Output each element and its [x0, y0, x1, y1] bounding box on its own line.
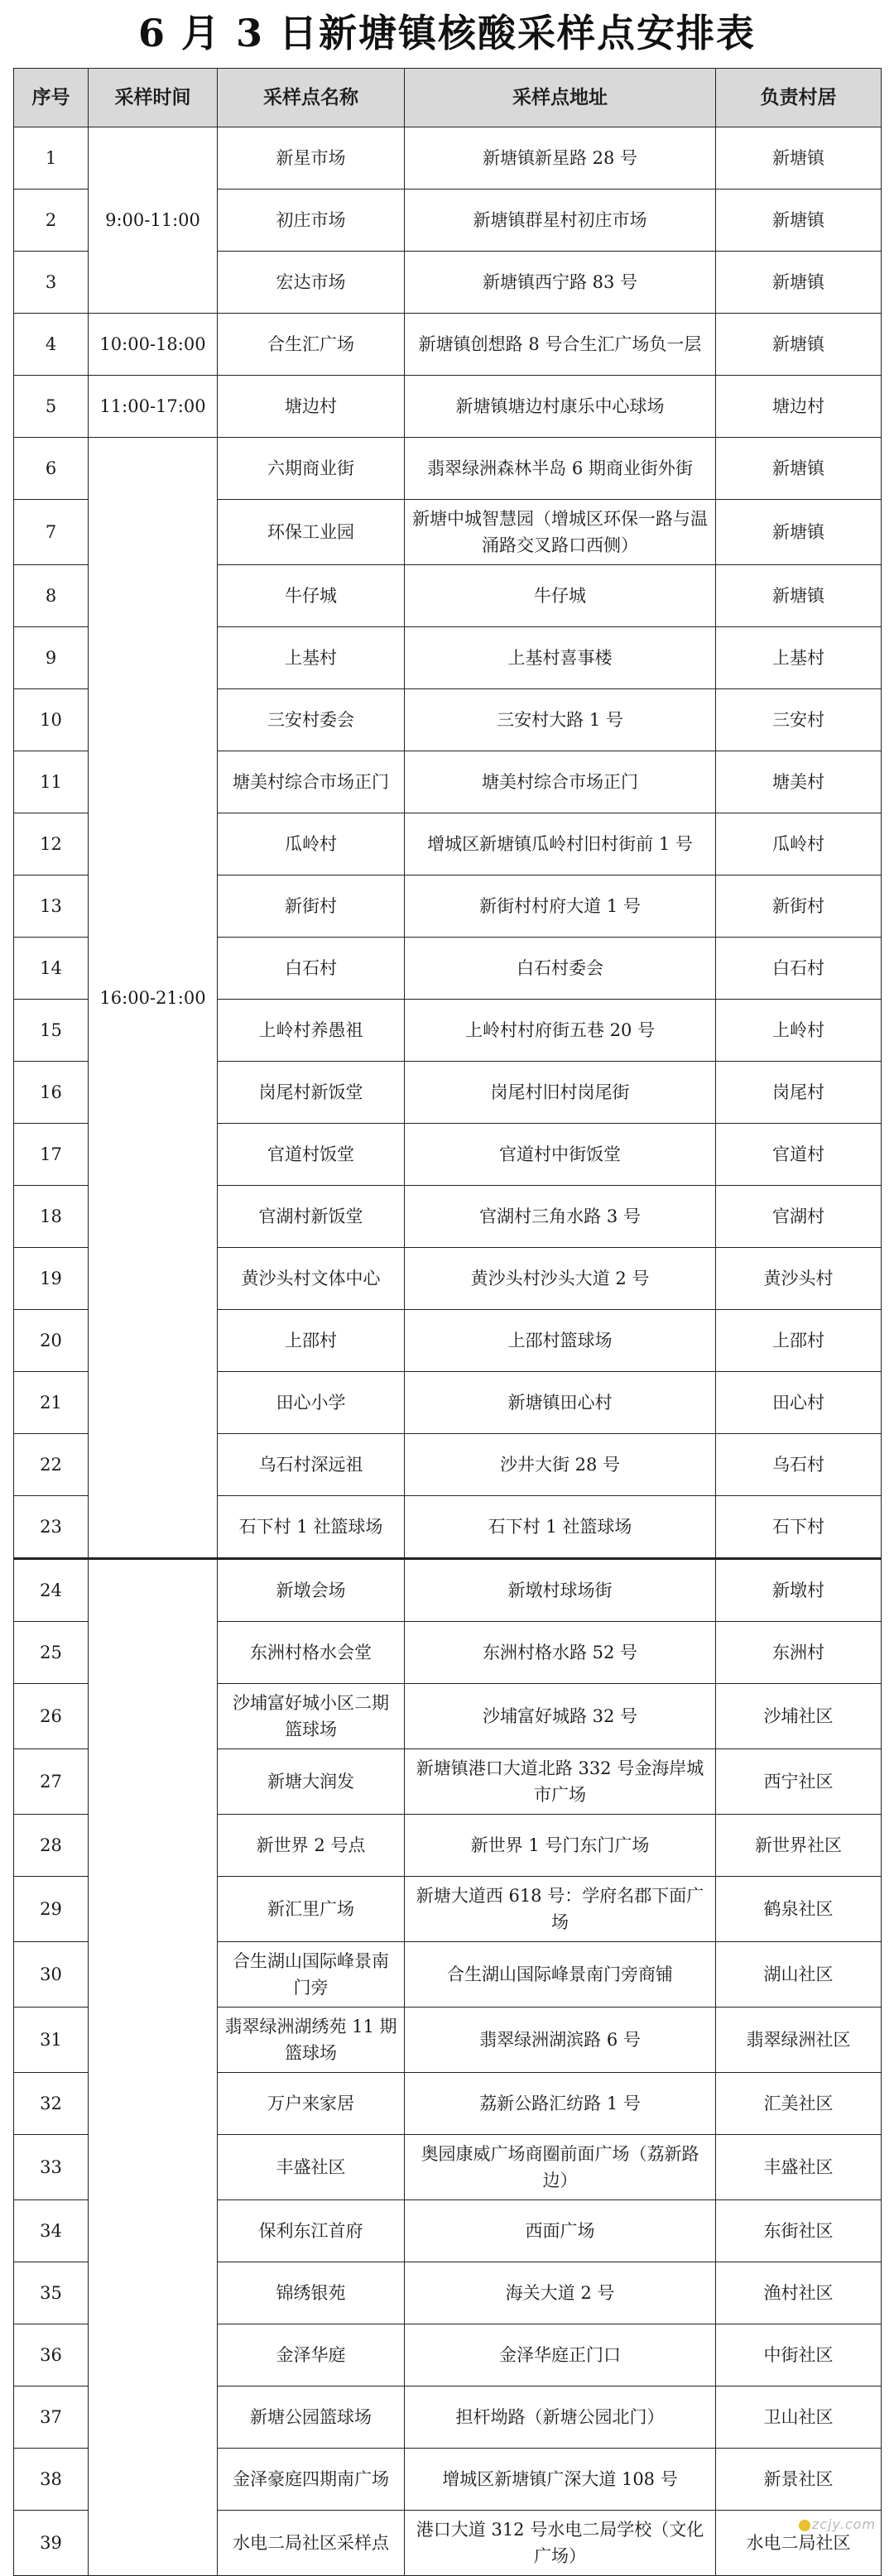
responsible-village: 新塘镇	[716, 127, 882, 189]
site-address: 塘美村综合市场正门	[405, 751, 716, 813]
header-village: 负责村居	[716, 69, 882, 127]
responsible-village: 鹤泉社区	[716, 1877, 882, 1942]
schedule-table	[13, 68, 882, 2576]
site-address: 官湖村三角水路 3 号	[405, 1186, 716, 1248]
site-name: 金泽豪庭四期南广场	[218, 2449, 405, 2511]
row-no: 6	[14, 438, 89, 500]
site-address: 岗尾村旧村岗尾街	[405, 1062, 716, 1124]
responsible-village: 卫山社区	[716, 2387, 882, 2449]
responsible-village: 丰盛社区	[716, 2135, 882, 2200]
site-name: 瓜岭村	[218, 813, 405, 875]
site-address: 新塘镇群星村初庄市场	[405, 189, 716, 252]
site-name: 丰盛社区	[218, 2135, 405, 2200]
site-address: 海关大道 2 号	[405, 2262, 716, 2324]
row-no: 15	[14, 1000, 89, 1062]
site-name: 黄沙头村文体中心	[218, 1248, 405, 1310]
site-address: 港口大道 312 号水电二局学校（文化广场）	[405, 2511, 716, 2576]
responsible-village: 官湖村	[716, 1186, 882, 1248]
site-name: 新塘大润发	[218, 1749, 405, 1815]
site-name: 上基村	[218, 627, 405, 689]
responsible-village: 三安村	[716, 689, 882, 751]
row-no: 10	[14, 689, 89, 751]
row-no: 34	[14, 2200, 89, 2262]
site-address: 西面广场	[405, 2200, 716, 2262]
row-no: 21	[14, 1372, 89, 1434]
site-name: 沙埔富好城小区二期篮球场	[218, 1684, 405, 1749]
site-name: 万户来家居	[218, 2073, 405, 2135]
site-address: 新街村村府大道 1 号	[405, 875, 716, 938]
site-address: 担杆坳路（新塘公园北门）	[405, 2387, 716, 2449]
watermark-text: zcjy.com	[811, 2516, 876, 2532]
site-address: 沙埔富好城路 32 号	[405, 1684, 716, 1749]
responsible-village: 新塘镇	[716, 438, 882, 500]
site-name: 新塘公园篮球场	[218, 2387, 405, 2449]
row-no: 25	[14, 1622, 89, 1684]
responsible-village: 石下村	[716, 1496, 882, 1559]
row-no: 28	[14, 1815, 89, 1877]
site-name: 东洲村格水会堂	[218, 1622, 405, 1684]
responsible-village: 瓜岭村	[716, 813, 882, 875]
row-no: 24	[14, 1559, 89, 1622]
responsible-village: 岗尾村	[716, 1062, 882, 1124]
site-name: 乌石村深远祖	[218, 1434, 405, 1496]
site-name: 保利东江首府	[218, 2200, 405, 2262]
responsible-village: 翡翠绿洲社区	[716, 2008, 882, 2073]
row-no: 18	[14, 1186, 89, 1248]
site-address: 新塘镇西宁路 83 号	[405, 252, 716, 314]
row-no: 3	[14, 252, 89, 314]
responsible-village: 东洲村	[716, 1622, 882, 1684]
row-no: 33	[14, 2135, 89, 2200]
site-name: 合生汇广场	[218, 314, 405, 376]
row-no: 13	[14, 875, 89, 938]
site-address: 新塘镇田心村	[405, 1372, 716, 1434]
site-name: 官湖村新饭堂	[218, 1186, 405, 1248]
row-no: 27	[14, 1749, 89, 1815]
responsible-village: 中街社区	[716, 2324, 882, 2387]
responsible-village: 新塘镇	[716, 565, 882, 627]
site-name: 宏达市场	[218, 252, 405, 314]
site-address: 合生湖山国际峰景南门旁商铺	[405, 1942, 716, 2008]
responsible-village: 新街村	[716, 875, 882, 938]
row-no: 29	[14, 1877, 89, 1942]
row-no: 22	[14, 1434, 89, 1496]
site-name: 新墩会场	[218, 1559, 405, 1622]
responsible-village: 沙埔社区	[716, 1684, 882, 1749]
responsible-village: 新世界社区	[716, 1815, 882, 1877]
row-no: 38	[14, 2449, 89, 2511]
table-row	[14, 438, 882, 500]
header-site-name: 采样点名称	[218, 69, 405, 127]
row-no: 35	[14, 2262, 89, 2324]
watermark	[797, 2516, 876, 2532]
row-no: 23	[14, 1496, 89, 1559]
row-no: 14	[14, 938, 89, 1000]
row-no: 12	[14, 813, 89, 875]
site-address: 黄沙头村沙头大道 2 号	[405, 1248, 716, 1310]
site-name: 初庄市场	[218, 189, 405, 252]
site-address: 上邵村篮球场	[405, 1310, 716, 1372]
row-no: 39	[14, 2511, 89, 2576]
site-name: 新星市场	[218, 127, 405, 189]
row-no: 8	[14, 565, 89, 627]
site-address: 上基村喜事楼	[405, 627, 716, 689]
row-no: 31	[14, 2008, 89, 2073]
site-name: 上邵村	[218, 1310, 405, 1372]
site-address: 官道村中街饭堂	[405, 1124, 716, 1186]
row-no: 11	[14, 751, 89, 813]
time-slot-cell: 16:00-21:00	[89, 438, 218, 1559]
watermark-logo-icon	[799, 2520, 810, 2531]
responsible-village: 官道村	[716, 1124, 882, 1186]
responsible-village: 新墩村	[716, 1559, 882, 1622]
site-name: 合生湖山国际峰景南门旁	[218, 1942, 405, 2008]
responsible-village: 水电二局社区	[716, 2511, 882, 2576]
row-no: 37	[14, 2387, 89, 2449]
row-no: 36	[14, 2324, 89, 2387]
site-name: 新街村	[218, 875, 405, 938]
site-address: 翡翠绿洲湖滨路 6 号	[405, 2008, 716, 2073]
site-name: 塘边村	[218, 376, 405, 438]
site-address: 新世界 1 号门东门广场	[405, 1815, 716, 1877]
time-slot-cell: 11:00-17:00	[89, 376, 218, 438]
page-title: 6 月 3 日新塘镇核酸采样点安排表	[137, 11, 757, 55]
table-row	[14, 127, 882, 189]
site-address: 牛仔城	[405, 565, 716, 627]
site-address: 上岭村村府街五巷 20 号	[405, 1000, 716, 1062]
site-address: 三安村大路 1 号	[405, 689, 716, 751]
site-address: 金泽华庭正门口	[405, 2324, 716, 2387]
header-time: 采样时间	[89, 69, 218, 127]
row-no: 16	[14, 1062, 89, 1124]
table-row	[14, 314, 882, 376]
row-no: 1	[14, 127, 89, 189]
row-no: 32	[14, 2073, 89, 2135]
site-address: 增城区新塘镇广深大道 108 号	[405, 2449, 716, 2511]
responsible-village: 新塘镇	[716, 500, 882, 565]
site-address: 新塘镇创想路 8 号合生汇广场负一层	[405, 314, 716, 376]
site-address: 荔新公路汇纺路 1 号	[405, 2073, 716, 2135]
table-row	[14, 1559, 882, 1622]
site-name: 金泽华庭	[218, 2324, 405, 2387]
row-no: 26	[14, 1684, 89, 1749]
site-address: 石下村 1 社篮球场	[405, 1496, 716, 1559]
header-address: 采样点地址	[405, 69, 716, 127]
site-address: 新塘镇新星路 28 号	[405, 127, 716, 189]
time-slot-cell-blank	[89, 1559, 218, 2576]
responsible-village: 汇美社区	[716, 2073, 882, 2135]
site-address: 新塘中城智慧园（增城区环保一路与温涌路交叉路口西侧）	[405, 500, 716, 565]
table-header-row	[14, 69, 882, 127]
site-name: 牛仔城	[218, 565, 405, 627]
site-name: 上岭村养愚祖	[218, 1000, 405, 1062]
site-address: 东洲村格水路 52 号	[405, 1622, 716, 1684]
responsible-village: 湖山社区	[716, 1942, 882, 2008]
site-name: 塘美村综合市场正门	[218, 751, 405, 813]
site-name: 六期商业街	[218, 438, 405, 500]
row-no: 30	[14, 1942, 89, 2008]
responsible-village: 田心村	[716, 1372, 882, 1434]
responsible-village: 上基村	[716, 627, 882, 689]
table-row	[14, 376, 882, 438]
responsible-village: 新景社区	[716, 2449, 882, 2511]
time-slot-cell: 10:00-18:00	[89, 314, 218, 376]
site-address: 沙井大街 28 号	[405, 1434, 716, 1496]
site-name: 新汇里广场	[218, 1877, 405, 1942]
site-address: 白石村委会	[405, 938, 716, 1000]
site-address: 增城区新塘镇瓜岭村旧村街前 1 号	[405, 813, 716, 875]
responsible-village: 上岭村	[716, 1000, 882, 1062]
responsible-village: 乌石村	[716, 1434, 882, 1496]
responsible-village: 渔村社区	[716, 2262, 882, 2324]
responsible-village: 塘美村	[716, 751, 882, 813]
site-name: 水电二局社区采样点	[218, 2511, 405, 2576]
header-no: 序号	[14, 69, 89, 127]
site-name: 锦绣银苑	[218, 2262, 405, 2324]
responsible-village: 黄沙头村	[716, 1248, 882, 1310]
site-address: 新塘镇塘边村康乐中心球场	[405, 376, 716, 438]
site-name: 三安村委会	[218, 689, 405, 751]
responsible-village: 白石村	[716, 938, 882, 1000]
responsible-village: 新塘镇	[716, 252, 882, 314]
row-no: 9	[14, 627, 89, 689]
time-slot-cell: 9:00-11:00	[89, 127, 218, 314]
site-address: 奥园康威广场商圈前面广场（荔新路边）	[405, 2135, 716, 2200]
responsible-village: 新塘镇	[716, 189, 882, 252]
site-name: 新世界 2 号点	[218, 1815, 405, 1877]
responsible-village: 塘边村	[716, 376, 882, 438]
row-no: 5	[14, 376, 89, 438]
responsible-village: 东街社区	[716, 2200, 882, 2262]
site-address: 新塘镇港口大道北路 332 号金海岸城市广场	[405, 1749, 716, 1815]
row-no: 7	[14, 500, 89, 565]
row-no: 4	[14, 314, 89, 376]
site-name: 环保工业园	[218, 500, 405, 565]
site-name: 田心小学	[218, 1372, 405, 1434]
site-name: 官道村饭堂	[218, 1124, 405, 1186]
site-name: 白石村	[218, 938, 405, 1000]
responsible-village: 西宁社区	[716, 1749, 882, 1815]
site-name: 岗尾村新饭堂	[218, 1062, 405, 1124]
row-no: 2	[14, 189, 89, 252]
site-address: 新塘大道西 618 号：学府名郡下面广场	[405, 1877, 716, 1942]
site-address: 新墩村球场街	[405, 1559, 716, 1622]
row-no: 20	[14, 1310, 89, 1372]
row-no: 19	[14, 1248, 89, 1310]
responsible-village: 上邵村	[716, 1310, 882, 1372]
site-name: 翡翠绿洲湖绣苑 11 期篮球场	[218, 2008, 405, 2073]
site-name: 石下村 1 社篮球场	[218, 1496, 405, 1559]
site-address: 翡翠绿洲森林半岛 6 期商业街外街	[405, 438, 716, 500]
row-no: 17	[14, 1124, 89, 1186]
responsible-village: 新塘镇	[716, 314, 882, 376]
